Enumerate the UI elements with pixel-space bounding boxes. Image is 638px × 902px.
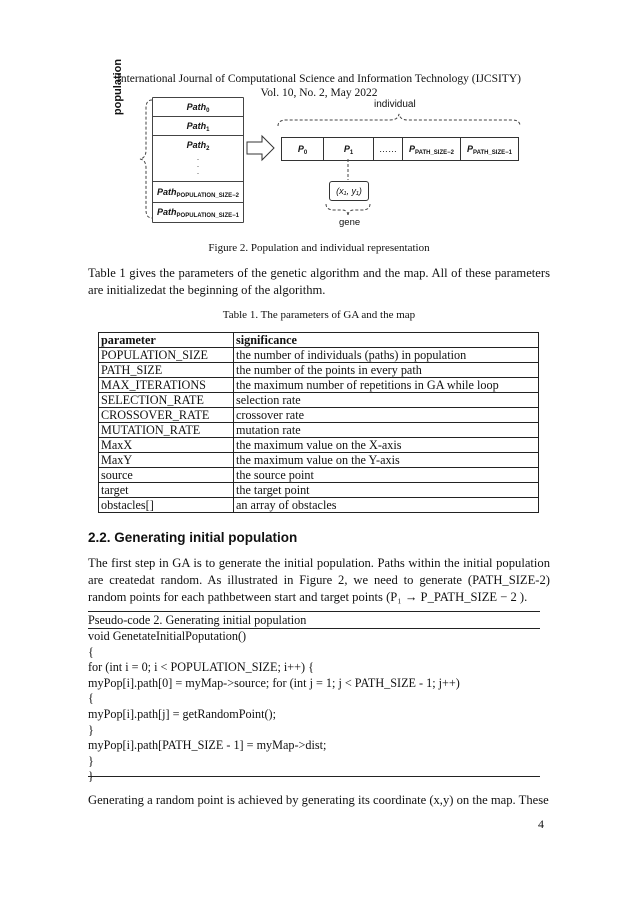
table-row [99, 393, 539, 408]
table-cell: the number of the points in every path [234, 363, 539, 378]
table-cell: the maximum number of repetitions in GA while loop [234, 378, 539, 393]
code-line [88, 769, 540, 785]
table-cell: selection rate [234, 393, 539, 408]
code-line: } [88, 722, 94, 737]
journal-title: International Journal of Computational Science and Information Technology (IJCSITY) [117, 73, 521, 85]
table-row [99, 453, 539, 468]
code-line: void GenetateInitialPoputation() [88, 629, 247, 643]
paragraph-random-point: Generating a random point is achieved by generating its coordinate (x,y) on the map. These [88, 793, 549, 807]
table-cell: MAX_ITERATIONS [99, 378, 234, 393]
paragraph-table-intro: Table 1 gives the parameters of the genetic algorithm and the map. All of these parameters are initializedat the beginning of the algorithm. [88, 266, 550, 297]
table-cell: mutation rate [234, 423, 539, 438]
table-cell: MUTATION_RATE [99, 423, 234, 438]
volume-info: Vol. 10, No. 2, May 2022 [260, 87, 378, 99]
code-bottom-rule [88, 776, 540, 777]
individual-cell: $P_0$ [282, 138, 324, 160]
table-caption: Table 1. The parameters of GA and the map [222, 309, 416, 321]
table-row [99, 363, 539, 378]
arrow-right-icon [246, 134, 276, 162]
individual-brace-icon [276, 112, 522, 128]
population-box [152, 97, 244, 223]
table-cell: an array of obstacles [234, 498, 539, 513]
table-header-row [99, 333, 539, 348]
table-row [99, 483, 539, 498]
table-cell: CROSSOVER_RATE [99, 408, 234, 423]
pseudo-code-block [88, 629, 540, 785]
code-line: { [88, 691, 94, 706]
table-cell: source [99, 468, 234, 483]
table-cell: PATH_SIZE [99, 363, 234, 378]
table-row [99, 348, 539, 363]
table-cell: target [99, 483, 234, 498]
table-cell: MaxY [99, 453, 234, 468]
figure-population-individual [0, 0, 638, 240]
page-number: 4 [538, 817, 544, 831]
table-cell: POPULATION_SIZE [99, 348, 234, 363]
table-cell: MaxX [99, 438, 234, 453]
table-row [99, 468, 539, 483]
code-line: myPop[i].path[PATH_SIZE - 1] = myMap->dist; [88, 738, 327, 753]
code-line: myPop[i].path[0] = myMap->source; for (int j = 1; j < PATH_SIZE - 1; j++) [88, 675, 460, 690]
table-row [99, 498, 539, 513]
gene-box: (x₁, y₁) [329, 181, 369, 201]
code-line: myPop[i].path[j] = getRandomPoint(); [88, 706, 276, 721]
table-cell: crossover rate [234, 408, 539, 423]
individual-cell: $P_{PATH\_SIZE-2}$ [403, 138, 461, 160]
individual-cell: $P_{PATH\_SIZE-1}$ [467, 144, 512, 156]
code-line: { [88, 644, 94, 659]
population-row: Path$_1$ [153, 117, 243, 136]
population-row: Path$_2$ · · · [153, 136, 243, 182]
table-row [99, 438, 539, 453]
population-row: Path$_{POPULATION\_SIZE-2}$ [153, 183, 243, 203]
table-cell: the maximum value on the Y-axis [234, 453, 539, 468]
table-cell: the source point [234, 468, 539, 483]
code-line: for (int i = 0; i < POPULATION_SIZE; i++) { [88, 660, 314, 675]
paragraph-initial-population: The first step in GA is to generate the initial population. Paths within the initial population are createdat random. As illustrated in Figure 2, we need to generate (PATH_SIZE-2) random points for each pathbetween start and target points (P₁ → P_PATH_SIZE − 2 ). [88, 556, 550, 604]
individual-label: individual [374, 99, 416, 110]
code-line: } [88, 753, 94, 768]
population-row: Path$_{POPULATION\_SIZE-1}$ [157, 207, 239, 219]
individual-cell: …… [374, 138, 403, 160]
gene-label: gene [339, 217, 361, 228]
vertical-ellipsis: · · · [196, 154, 200, 178]
table-cell: the target point [234, 483, 539, 498]
table-cell: the number of individuals (paths) in population [234, 348, 539, 363]
table-row [99, 423, 539, 438]
table-cell: SELECTION_RATE [99, 393, 234, 408]
section-heading: 2.2. Generating initial population [88, 530, 298, 545]
column-header: parameter [99, 333, 234, 348]
population-label: population [112, 58, 124, 116]
table-cell: the maximum value on the X-axis [234, 438, 539, 453]
column-header: significance [234, 333, 539, 348]
parameters-table [98, 332, 539, 513]
population-row: Path$_0$ [153, 98, 243, 117]
individual-cell: $P_1$ [324, 138, 374, 160]
code-title: Pseudo-code 2. Generating initial population [88, 613, 307, 627]
individual-box [281, 137, 519, 161]
figure-caption: Figure 2. Population and individual representation [208, 242, 430, 254]
table-cell: obstacles[] [99, 498, 234, 513]
table-row [99, 378, 539, 393]
code-top-rule [88, 611, 540, 612]
table-row [99, 408, 539, 423]
